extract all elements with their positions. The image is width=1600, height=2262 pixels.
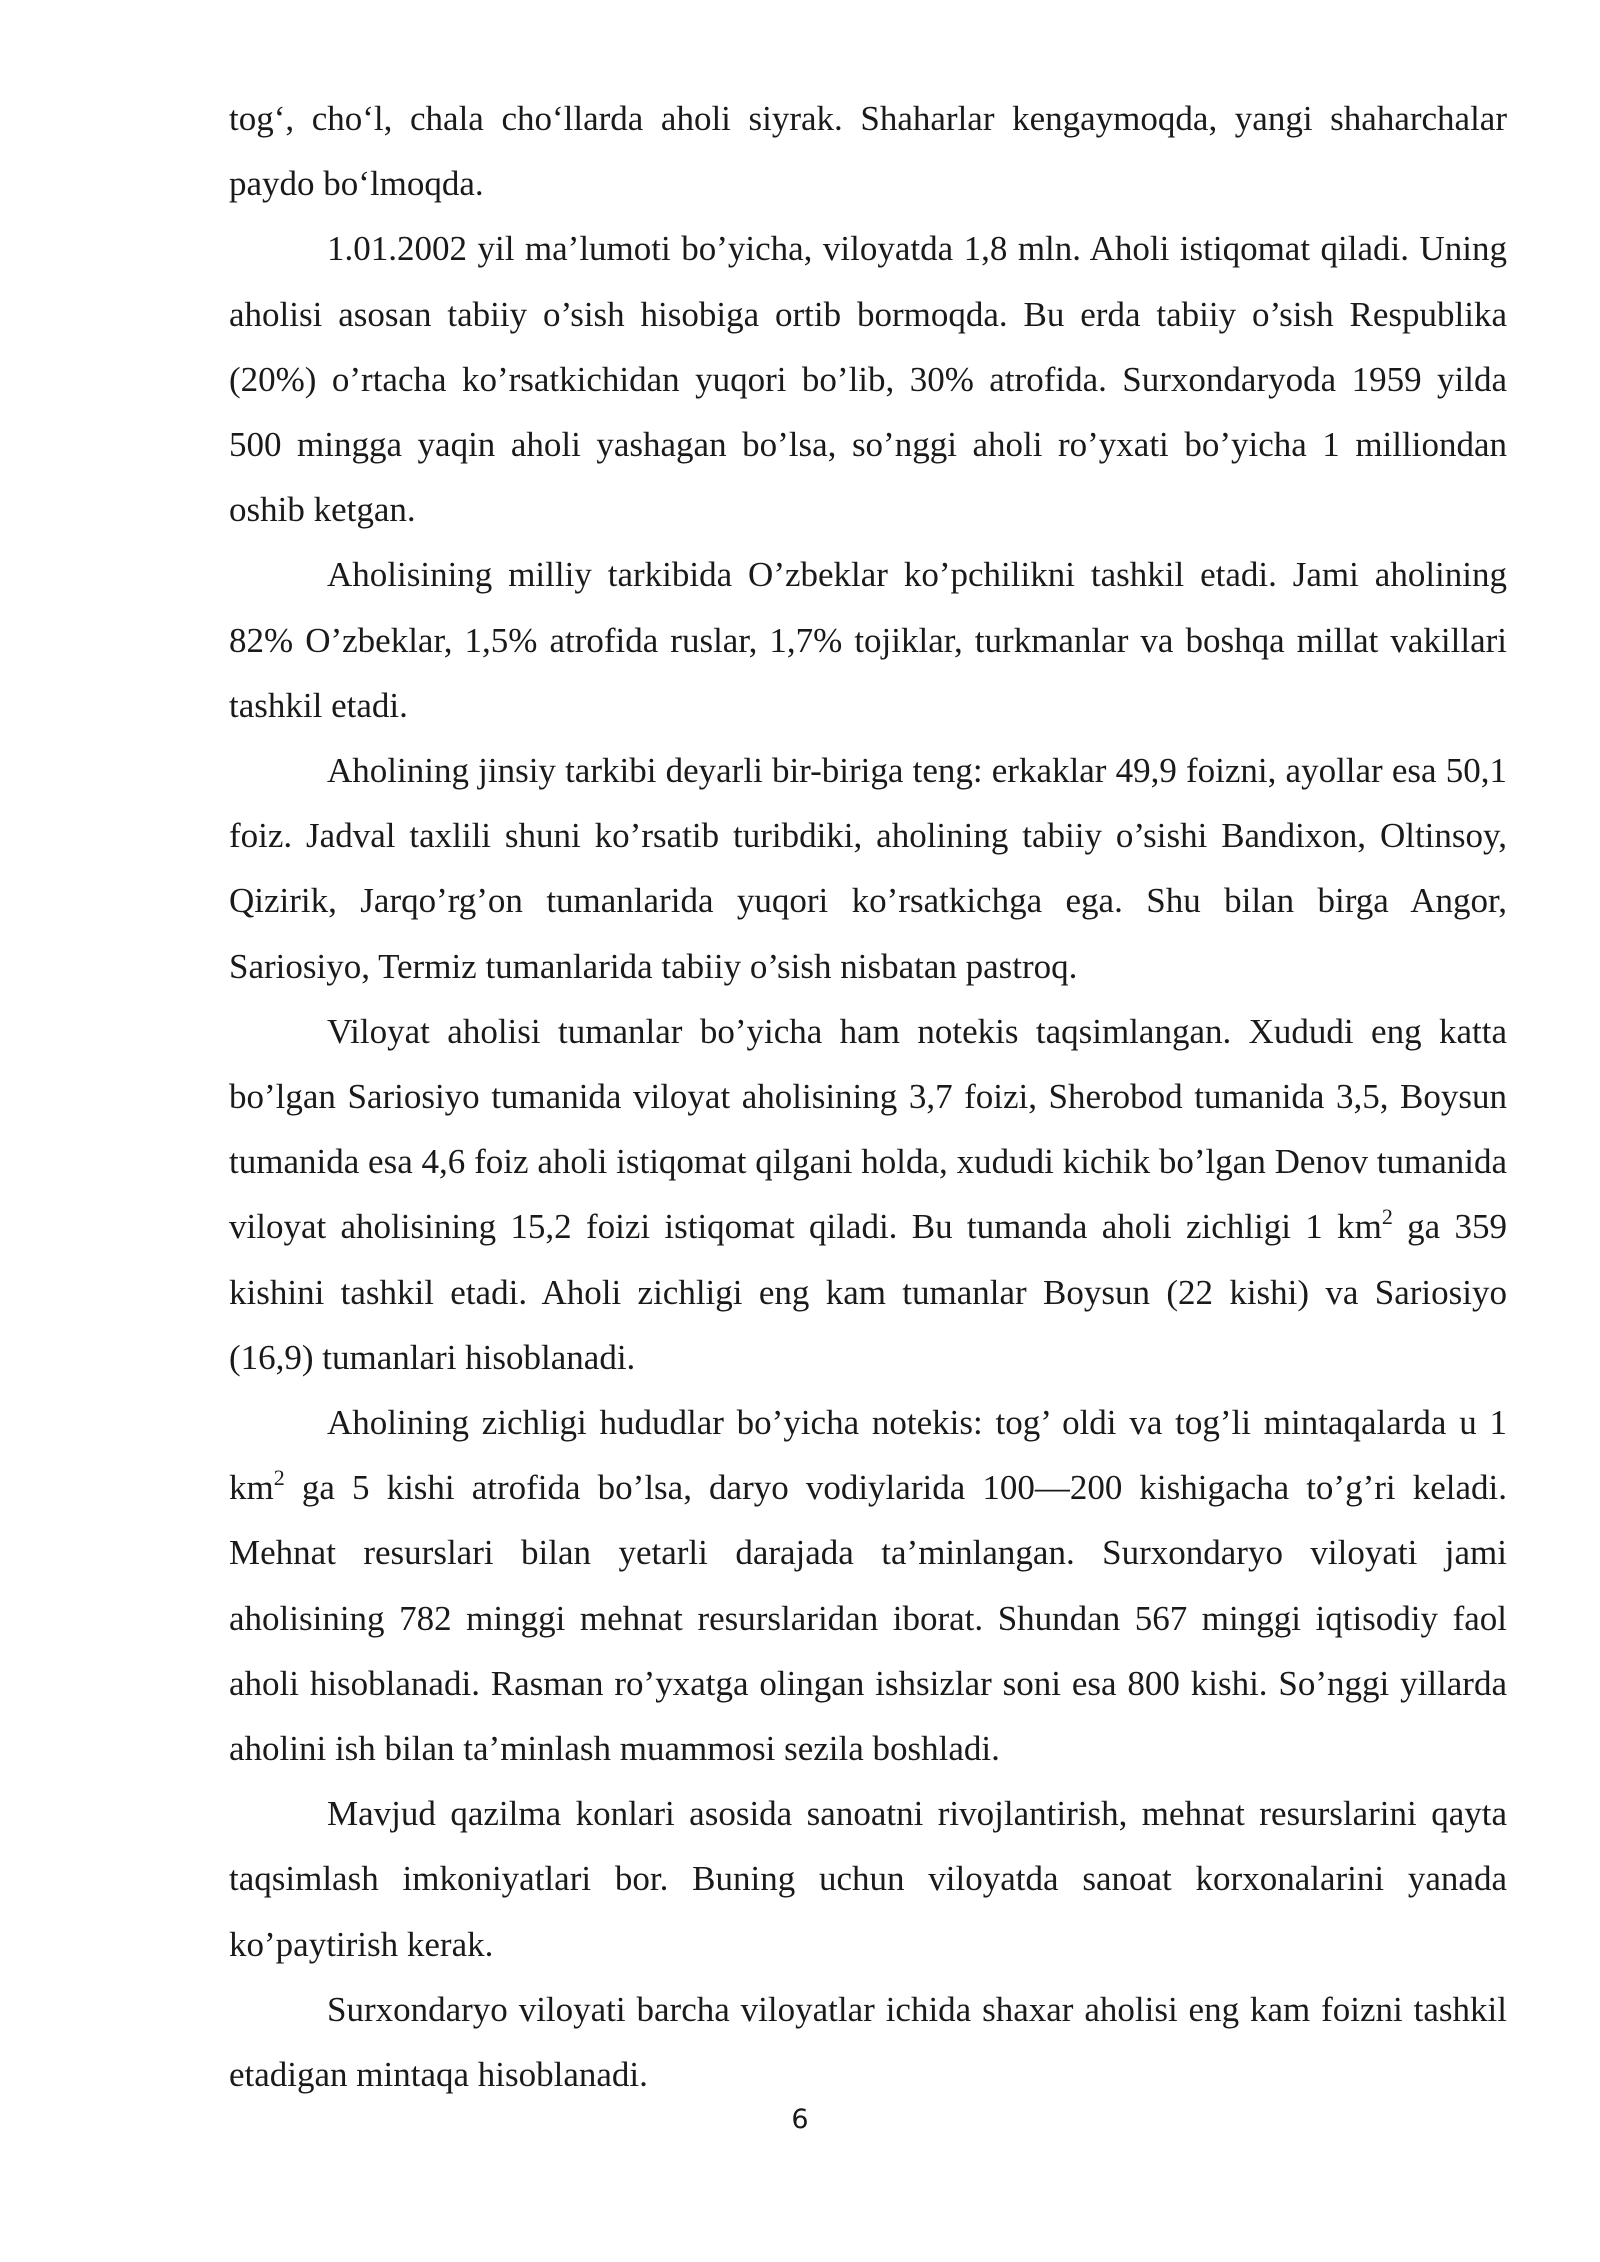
paragraph-2 [229,216,1507,542]
paragraph-4 [229,738,1507,999]
paragraph-8 [229,1977,1507,2107]
text-segment: Surxondaryo viloyati barcha viloyatlar ichida shaxar aholisi eng kam foizni tashkil etadigan mintaqa hisoblanadi. [229,1989,1507,2095]
text-segment: Aholining jinsiy tarkibi deyarli bir-biriga teng: erkaklar 49,9 foizni, ayollar esa 50,1 foiz. Jadval taxlili shuni ko’rsatib turibdiki, aholining tabiiy o’sishi Bandixon, Oltinsoy, Qizirik, Jarqo’rg’on tumanlarida yuqori ko’rsatkichga ega. Shu bilan birga Angor, Sariosiyo, Termiz tumanlarida tabiiy o’sish nisbatan pastroq. [229,751,1507,986]
text-segment: 1.01.2002 yil ma’lumoti bo’yicha, viloyatda 1,8 mln. Aholi istiqomat qiladi. Uning aholisi asosan tabiiy o’sish hisobiga ortib bormoqda. Bu erda tabiiy o’sish Respublika (20%) o’rtacha ko’rsatkichidan yuqori bo’lib, 30% atrofida. Surxondaryoda 1959 yilda 500 mingga yaqin aholi yashagan bo’lsa, so’nggi aholi ro’yxati bo’yicha 1 milliondan oshib ketgan. [229,229,1507,530]
paragraph-7 [229,1781,1507,1977]
document-body [229,86,1507,2107]
text-segment: Aholining zichligi hududlar bo’yicha notekis: tog’ oldi va tog’li mintaqalarda u 1 km [229,1403,1507,1508]
paragraph-6 [229,1390,1507,1781]
text-segment: Aholisining milliy tarkibida O’zbeklar ko’pchilikni tashkil etadi. Jami aholining 82% O’zbeklar, 1,5% atrofida ruslar, 1,7% tojiklar, turkmanlar va boshqa millat vakillari tashkil etadi. [229,555,1507,725]
text-segment: Mavjud qazilma konlari asosida sanoatni rivojlantirish, mehnat resurslarini qayta taqsimlash imkoniyatlari bor. Buning uchun viloyatda sanoat korxonalarini yanada ko’paytirish kerak. [229,1794,1507,1964]
paragraph-1 [229,86,1507,216]
text-segment: tog‘, cho‘l, chala cho‘llarda aholi siyrak. Shaharlar kengaymoqda, yangi shaharchalar paydo bo‘lmoqda. [229,99,1507,204]
superscript: 2 [273,1465,285,1491]
text-segment: ga 359 kishini tashkil etadi. Aholi zichligi eng kam tumanlar Boysun (22 kishi) va Sariosiyo (16,9) tumanlari hisoblanadi. [229,1207,1507,1377]
superscript: 2 [1381,1204,1393,1230]
text-segment: ga 5 kishi atrofida bo’lsa, daryo vodiylarida 100—200 kishigacha to’g’ri keladi. Mehnat resurslari bilan yetarli darajada ta’minlangan. Surxondaryo viloyati jami aholisining 782 minggi mehnat resurslaridan iborat. Shundan 567 minggi iqtisodiy faol aholi hisoblanadi. Rasman ro’yxatga olingan ishsizlar soni esa 800 kishi. So’nggi yillarda aholini ish bilan ta’minlash muammosi sezila boshladi. [229,1468,1507,1769]
paragraph-5 [229,999,1507,1390]
text-segment: Viloyat aholisi tumanlar bo’yicha ham notekis taqsimlangan. Xududi eng katta bo’lgan Sariosiyo tumanida viloyat aholisining 3,7 foizi, Sherobod tumanida 3,5, Boysun tumanida esa 4,6 foiz aholi istiqomat qilgani holda, xududi kichik bo’lgan Denov tumanida viloyat aholisining 15,2 foizi istiqomat qiladi. Bu tumanda aholi zichligi 1 km [229,1011,1507,1247]
paragraph-3 [229,542,1507,738]
page-number: 6 [791,2104,809,2135]
